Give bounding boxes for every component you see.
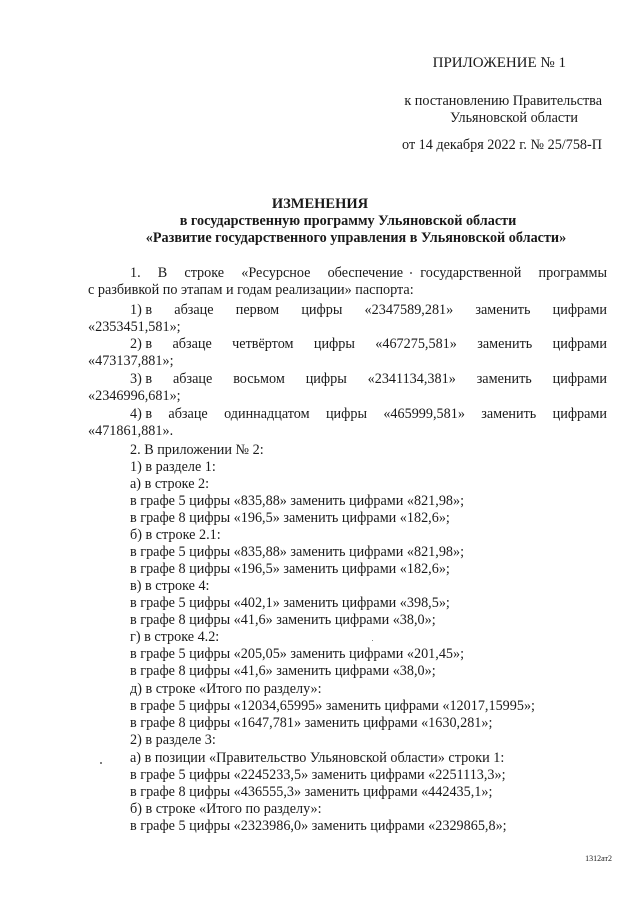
item-word: цифры [305,371,347,387]
item-word: абзаце [172,336,212,352]
item-word: одиннадцатом [224,406,310,422]
para1-word: программы [538,265,607,281]
body-line: в графе 8 цифры «436555,3» заменить цифрами «442435,1»; [130,784,493,800]
item-word: 1) в [130,302,153,318]
item-word: 2) в [130,336,153,352]
para1-word: 1. [130,265,141,281]
item-word: цифрами [552,406,607,422]
item-3-continuation: «2346996,681»; [88,388,181,404]
body-line: в) в строке 4: [130,578,210,594]
body-line: в графе 8 цифры «1647,781» заменить цифрами «1630,281»; [130,715,493,731]
body-line: в графе 8 цифры «196,5» заменить цифрами «182,6»; [130,510,450,526]
body-line: в графе 5 цифры «402,1» заменить цифрами «398,5»; [130,595,450,611]
body-line: в графе 8 цифры «196,5» заменить цифрами «182,6»; [130,561,450,577]
para1-word: «Ресурсное [241,265,311,281]
body-line: а) в строке 2: [130,476,210,492]
footer-code: 1312ат2 [585,854,612,863]
body-line: в графе 5 цифры «835,88» заменить цифрами «821,98»; [130,544,465,560]
body-line: в графе 5 цифры «2245233,5» заменить цифрами «2251113,3»; [130,767,506,783]
body-line: в графе 8 цифры «41,6» заменить цифрами «38,0»; [130,612,436,628]
item-word: абзаце [168,406,208,422]
item-word: 4) в [130,406,153,422]
resolution-date-number: от 14 декабря 2022 г. № 25/758-П [402,137,602,153]
scan-speck [372,640,373,641]
body-line: 1) в разделе 1: [130,459,216,475]
para1-line-1 [130,265,607,282]
item-2-continuation: «473137,881»; [88,353,174,369]
scan-speck [410,272,412,274]
para1-line-2: с разбивкой по этапам и годам реализации» паспорта: [88,282,414,298]
item-word: заменить [477,336,533,352]
para1-word: обеспечение [327,265,404,281]
body-line: б) в строке 2.1: [130,527,221,543]
body-line: б) в строке «Итого по разделу»: [130,801,322,817]
item-word: цифрами [552,302,607,318]
doc-subtitle-2: «Развитие государственного управления в Ульяновской области» [145,230,567,246]
item-4-continuation: «471861,881». [88,423,174,439]
item-word: абзаце [174,302,214,318]
para1-word: В [157,265,168,281]
resolution-line-1: к постановлению Правительства [404,93,602,109]
item-3-line [130,371,607,388]
appendix-title: ПРИЛОЖЕНИЕ № 1 [432,55,566,71]
item-word: заменить [476,371,532,387]
body-line: г) в строке 4.2: [130,629,220,645]
item-word: «2347589,281» [364,302,454,318]
item-word: цифрами [552,336,607,352]
para1-word: строке [184,265,225,281]
item-2-line [130,336,607,353]
body-line: в графе 5 цифры «205,05» заменить цифрами «201,45»; [130,646,465,662]
item-word: цифрами [552,371,607,387]
body-line: в графе 5 цифры «835,88» заменить цифрами «821,98»; [130,493,465,509]
item-word: «467275,581» [375,336,457,352]
item-1-continuation: «2353451,581»; [88,319,181,335]
item-word: «465999,581» [383,406,465,422]
item-word: «2341134,381» [367,371,456,387]
resolution-line-2: Ульяновской области [450,110,578,126]
scan-speck [100,762,102,764]
item-word: заменить [481,406,537,422]
item-word: восьмом [233,371,285,387]
body-line: 2) в разделе 3: [130,732,216,748]
item-word: цифры [325,406,367,422]
item-word: первом [235,302,280,318]
item-4-line [130,406,607,423]
item-word: четвёртом [232,336,294,352]
body-line: д) в строке «Итого по разделу»: [130,681,322,697]
item-word: цифры [301,302,343,318]
body-line: в графе 8 цифры «41,6» заменить цифрами «38,0»; [130,663,436,679]
doc-title: ИЗМЕНЕНИЯ [271,196,369,212]
item-word: цифры [313,336,355,352]
doc-subtitle-1: в государственную программу Ульяновской области [179,213,517,229]
body-line: а) в позиции «Правительство Ульяновской области» строки 1: [130,750,505,766]
item-1-line [130,302,607,319]
para1-word: государственной [420,265,522,281]
item-word: заменить [475,302,531,318]
item-word: абзаце [172,371,213,387]
body-line: 2. В приложении № 2: [130,442,264,458]
body-line: в графе 5 цифры «12034,65995» заменить цифрами «12017,15995»; [130,698,535,714]
body-line: в графе 5 цифры «2323986,0» заменить цифрами «2329865,8»; [130,818,507,834]
item-word: 3) в [130,371,153,387]
